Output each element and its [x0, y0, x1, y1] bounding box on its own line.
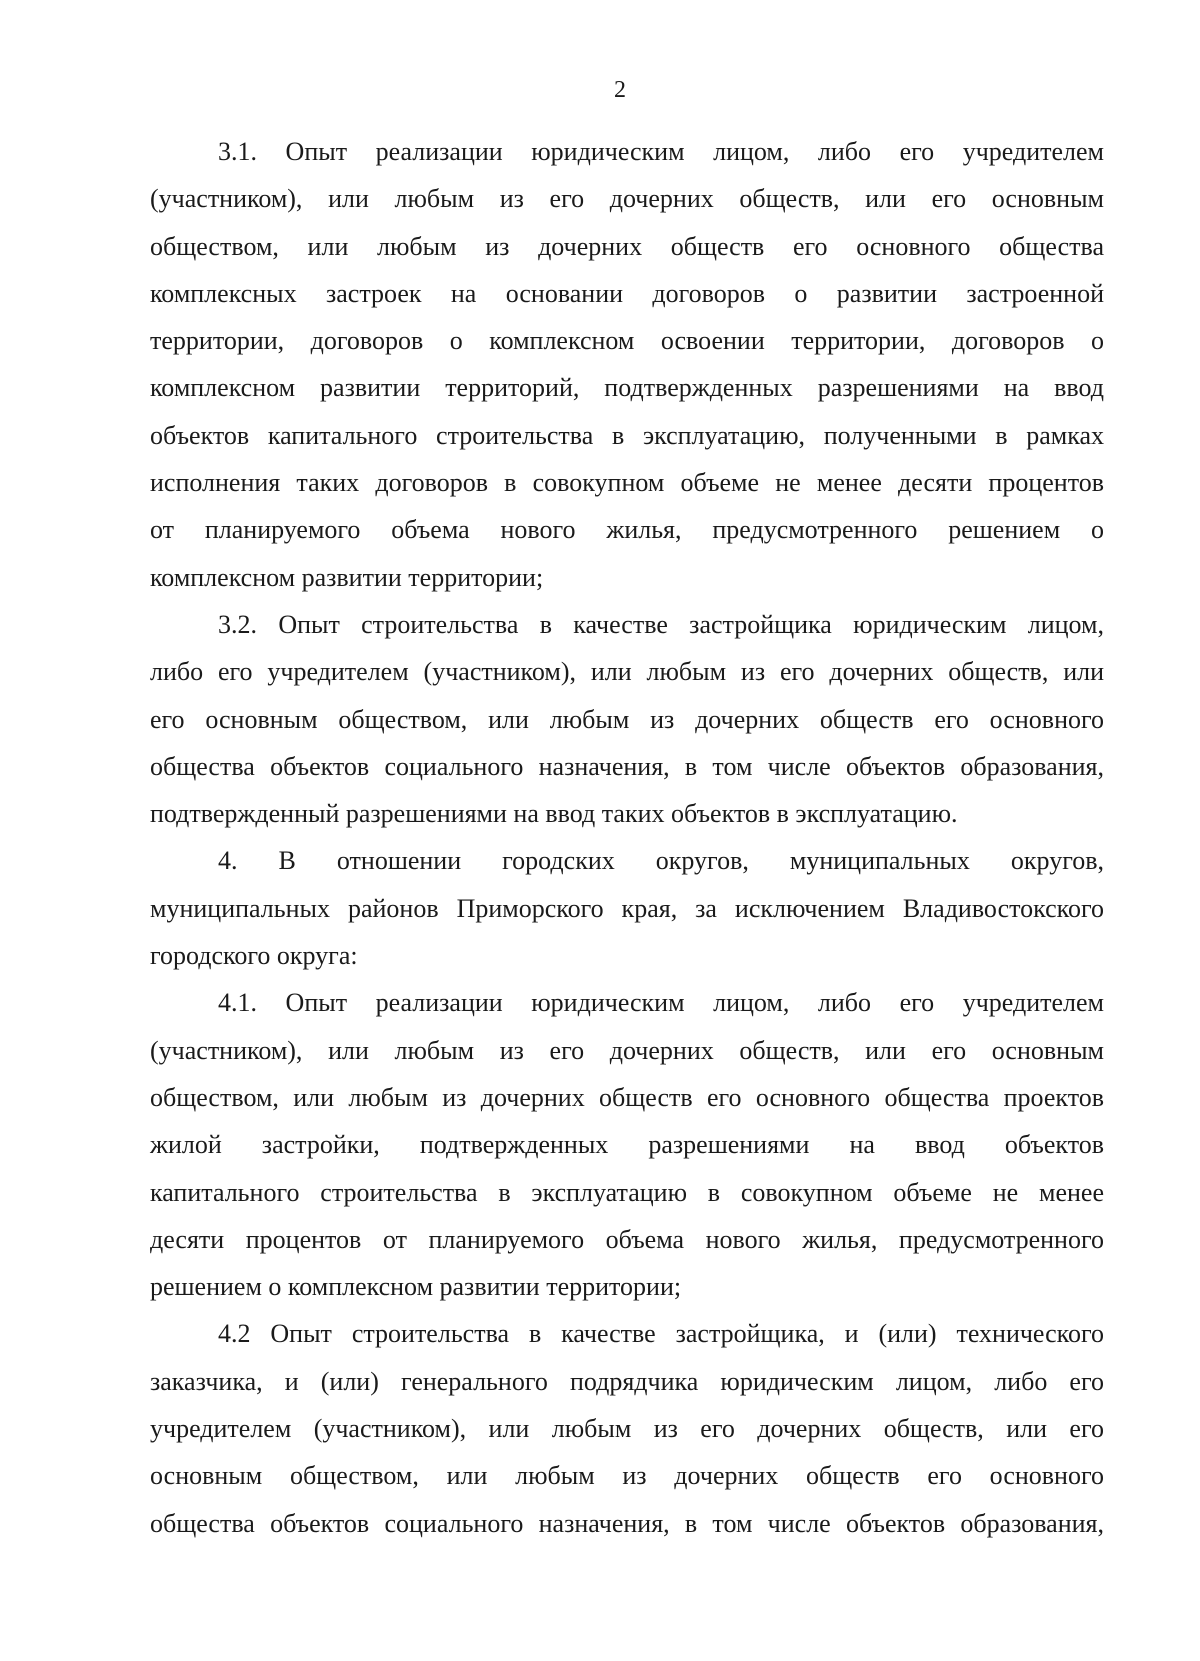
text-line: основным обществом, или любым из дочерних обществ его основного: [150, 1461, 1104, 1491]
text-line: 4.1. Опыт реализации юридическим лицом, либо его учредителем: [218, 988, 1104, 1018]
text-line: жилой застройки, подтвержденных разрешениями на ввод объектов: [150, 1130, 1104, 1160]
text-line: его основным обществом, или любым из дочерних обществ его основного: [150, 704, 1104, 734]
document-body: [150, 128, 1104, 1547]
text-line: капитального строительства в эксплуатацию в совокупном объеме не менее: [150, 1177, 1104, 1207]
paragraph-4-2: [150, 1310, 1104, 1546]
text-line: объектов капитального строительства в эксплуатацию, полученными в рамках: [150, 420, 1104, 450]
text-line: муниципальных районов Приморского края, за исключением Владивостокского: [150, 893, 1104, 923]
text-line: городского округа:: [150, 941, 358, 971]
text-line: заказчика, и (или) генерального подрядчика юридическим лицом, либо его: [150, 1366, 1104, 1396]
text-line: 3.1. Опыт реализации юридическим лицом, либо его учредителем: [218, 137, 1104, 166]
page-number: 2: [614, 77, 626, 103]
text-line: 4.2 Опыт строительства в качестве застройщика, и (или) технического: [218, 1319, 1104, 1349]
text-line: общества объектов социального назначения, в том числе объектов образования,: [150, 751, 1104, 781]
text-line: десяти процентов от планируемого объема нового жилья, предусмотренного: [150, 1224, 1104, 1254]
text-line: обществом, или любым из дочерних обществ его основного общества проектов: [150, 1082, 1104, 1112]
text-line: комплексном развитии территорий, подтвержденных разрешениями на ввод: [150, 373, 1104, 403]
text-line: 4. В отношении городских округов, муниципальных округов,: [218, 846, 1104, 876]
text-line: (участником), или любым из его дочерних обществ, или его основным: [150, 184, 1104, 214]
text-line: решением о комплексном развитии территории;: [150, 1272, 682, 1302]
text-line: обществом, или любым из дочерних обществ его основного общества: [150, 231, 1104, 261]
text-line: исполнения таких договоров в совокупном объеме не менее десяти процентов: [150, 468, 1104, 498]
text-line: от планируемого объема нового жилья, предусмотренного решением о: [150, 515, 1104, 545]
text-line: общества объектов социального назначения, в том числе объектов образования,: [150, 1508, 1104, 1538]
paragraph-4-1: [150, 979, 1104, 1310]
text-line: территории, договоров о комплексном освоении территории, договоров о: [150, 326, 1104, 356]
text-line: учредителем (участником), или любым из его дочерних обществ, или его: [150, 1414, 1104, 1444]
paragraph-3-1: [150, 128, 1104, 601]
paragraph-3-2: [150, 601, 1104, 837]
text-line: подтвержденный разрешениями на ввод таких объектов в эксплуатацию.: [150, 799, 958, 829]
text-line: комплексных застроек на основании договоров о развитии застроенной: [150, 278, 1104, 308]
text-line: (участником), или любым из его дочерних обществ, или его основным: [150, 1035, 1104, 1065]
text-line: 3.2. Опыт строительства в качестве застройщика юридическим лицом,: [218, 609, 1104, 639]
paragraph-4: [150, 837, 1104, 979]
text-line: либо его учредителем (участником), или любым из его дочерних обществ, или: [150, 657, 1104, 687]
text-line: комплексном развитии территории;: [150, 562, 544, 592]
